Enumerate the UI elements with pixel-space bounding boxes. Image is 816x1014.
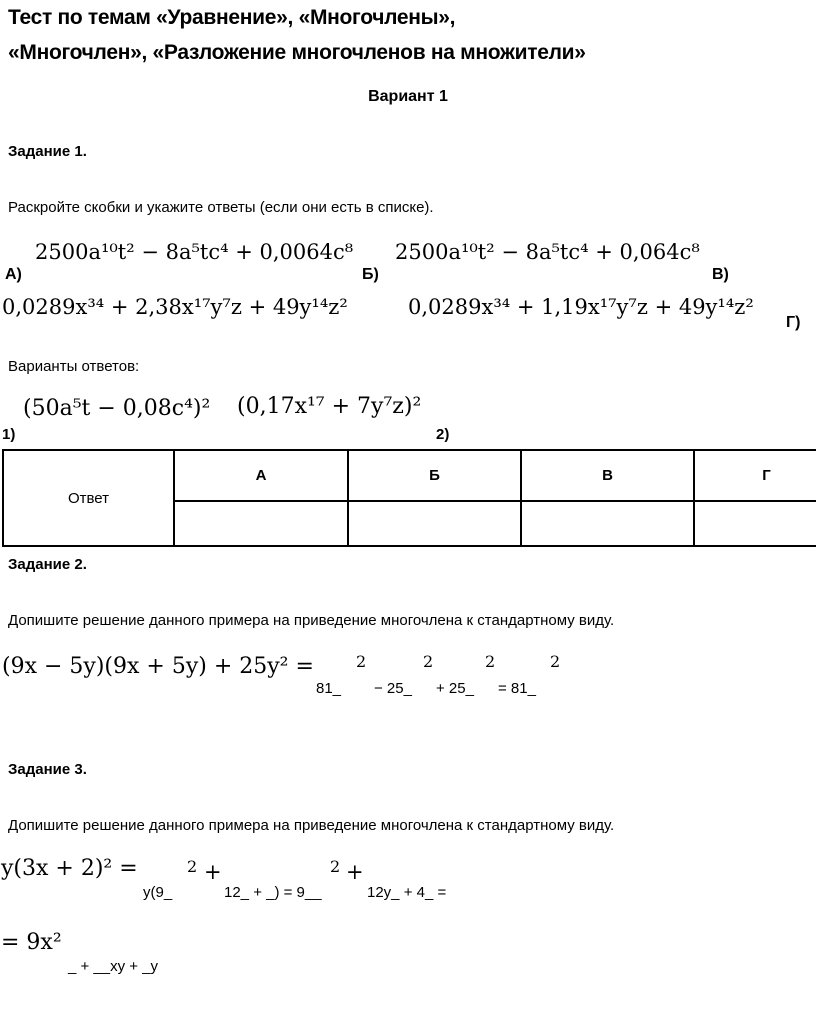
answer-cell-v xyxy=(521,501,694,546)
task1-label-b: Б) xyxy=(362,266,379,283)
task2-heading: Задание 2. xyxy=(8,556,87,573)
task2-sup1: 2 xyxy=(356,652,367,671)
answer-table-col-b: Б xyxy=(348,450,521,501)
task2-math-prefix: (9x − 5y)(9x + 5y) + 25y² = xyxy=(2,654,314,679)
task2-sup3: 2 xyxy=(485,652,496,671)
task1-instruction: Раскройте скобки и укажите ответы (если они есть в списке). xyxy=(8,199,434,216)
page-title-line1: Тест по темам «Уравнение», «Многочлены», xyxy=(8,6,456,29)
answer-table xyxy=(2,449,816,547)
task3-heading: Задание 3. xyxy=(8,761,87,778)
answer-table-col-g: Г xyxy=(694,450,816,501)
task3-fill-line2: _ + __xy + _y xyxy=(68,958,159,975)
task1-label-v: В) xyxy=(712,266,729,283)
task3-sup1: 2 xyxy=(187,857,198,876)
task3-instruction: Допишите решение данного примера на приведение многочлена к стандартному виду. xyxy=(8,817,615,834)
task1-option2-formula: (0,17x¹⁷ + 7y⁷z)² xyxy=(237,394,422,419)
task1-label-a: А) xyxy=(5,266,22,283)
task2-fill-term1: 81_ xyxy=(316,680,342,697)
task1-answers-label: Варианты ответов: xyxy=(8,358,140,375)
answer-table-col-a: А xyxy=(174,450,348,501)
answer-table-col-v: В xyxy=(521,450,694,501)
task3-plus1: + xyxy=(204,860,222,884)
task3-fill-term2: 12_ + _) = 9__ xyxy=(224,884,322,901)
task1-option1-label: 1) xyxy=(2,426,16,443)
task3-math-prefix: y(3x + 2)² = xyxy=(1,856,138,881)
page-title-line2: «Многочлен», «Разложение многочленов на множители» xyxy=(8,41,586,64)
task3-plus2: + xyxy=(346,860,364,884)
task2-instruction: Допишите решение данного примера на приведение многочлена к стандартному виду. xyxy=(8,612,615,629)
answer-cell-a xyxy=(174,501,348,546)
task3-fill-term3: 12y_ + 4_ = xyxy=(367,884,447,901)
task1-formula-v: 0,0289x³⁴ + 2,38x¹⁷y⁷z + 49y¹⁴z² xyxy=(2,295,348,319)
task1-option2-label: 2) xyxy=(436,426,450,443)
task1-formula-b: 2500a¹⁰t² − 8a⁵tc⁴ + 0,064c⁸ xyxy=(395,240,700,264)
task2-fill-term3: + 25_ xyxy=(436,680,474,697)
task2-fill-term2: − 25_ xyxy=(374,680,412,697)
task3-fill-term1: y(9_ xyxy=(143,884,173,901)
variant-label: Вариант 1 xyxy=(368,88,448,105)
task3-sup2: 2 xyxy=(330,857,341,876)
answer-cell-g xyxy=(694,501,816,546)
task1-heading: Задание 1. xyxy=(8,143,87,160)
answer-cell-b xyxy=(348,501,521,546)
task1-label-g: Г) xyxy=(786,314,801,331)
task2-sup2: 2 xyxy=(423,652,434,671)
task1-formula-g: 0,0289x³⁴ + 1,19x¹⁷y⁷z + 49y¹⁴z² xyxy=(408,295,754,319)
task2-sup4: 2 xyxy=(550,652,561,671)
task1-formula-a: 2500a¹⁰t² − 8a⁵tc⁴ + 0,0064c⁸ xyxy=(35,240,354,264)
task1-option1-formula: (50a⁵t − 0,08c⁴)² xyxy=(23,396,211,421)
task3-math-line2: = 9x² xyxy=(1,930,62,955)
task2-fill-term4: = 81_ xyxy=(498,680,536,697)
answer-table-row-header: Ответ xyxy=(3,450,174,546)
